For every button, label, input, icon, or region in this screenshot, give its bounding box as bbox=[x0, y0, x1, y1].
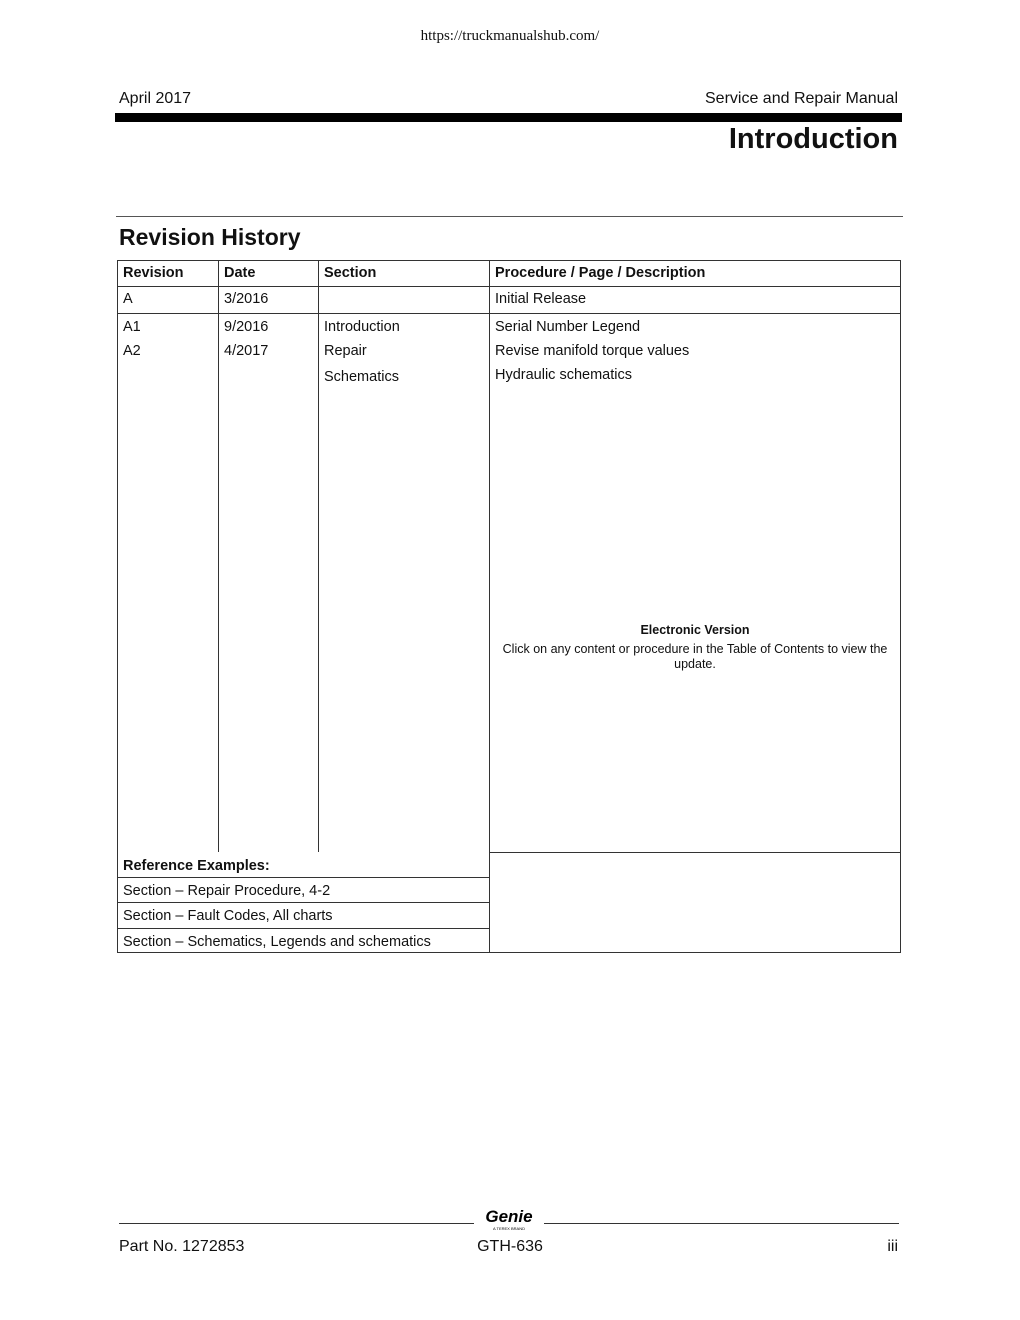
reference-example: Section – Fault Codes, All charts bbox=[123, 908, 333, 924]
footer-part-number: Part No. 1272853 bbox=[119, 1238, 245, 1255]
table-cell-description: Serial Number Legend bbox=[495, 319, 641, 335]
reference-heading: Reference Examples: bbox=[123, 858, 270, 874]
table-cell-date: 3/2016 bbox=[224, 291, 269, 307]
genie-logo bbox=[474, 1206, 544, 1232]
column-header-date: Date bbox=[224, 265, 256, 281]
column-header-description: Procedure / Page / Description bbox=[495, 265, 706, 281]
table-cell-description: Hydraulic schematics bbox=[495, 367, 632, 383]
section-rule bbox=[116, 216, 903, 217]
table-cell-revision: A bbox=[123, 291, 133, 307]
table-cell-date: 9/2016 bbox=[224, 319, 269, 335]
column-header-section: Section bbox=[324, 265, 377, 281]
reference-example: Section – Schematics, Legends and schematics bbox=[123, 934, 431, 950]
footer-rule-right bbox=[544, 1223, 899, 1224]
table-rule bbox=[118, 286, 900, 287]
svg-text:A TEREX BRAND: A TEREX BRAND bbox=[493, 1226, 525, 1231]
footer-rule-left bbox=[119, 1223, 474, 1224]
page-title: Introduction bbox=[728, 123, 898, 155]
table-rule bbox=[489, 852, 900, 853]
table-cell-date: 4/2017 bbox=[224, 343, 269, 359]
table-rule bbox=[318, 261, 319, 852]
table-cell-description: Revise manifold torque values bbox=[495, 343, 690, 359]
svg-text:Genie: Genie bbox=[485, 1207, 533, 1226]
footer-model: GTH-636 bbox=[477, 1238, 543, 1255]
table-rule bbox=[118, 313, 900, 314]
header-date: April 2017 bbox=[119, 90, 192, 107]
revision-history-table bbox=[117, 260, 901, 953]
table-rule bbox=[118, 877, 490, 878]
table-cell-description: Initial Release bbox=[495, 291, 587, 307]
table-rule bbox=[118, 902, 490, 903]
table-rule bbox=[489, 261, 490, 953]
table-rule bbox=[218, 261, 219, 852]
section-title: Revision History bbox=[119, 224, 301, 250]
table-cell-revision: A2 bbox=[123, 343, 141, 359]
table-cell-section: Repair bbox=[324, 343, 367, 359]
column-header-revision: Revision bbox=[123, 265, 184, 281]
table-rule bbox=[118, 928, 490, 929]
table-cell-revision: A1 bbox=[123, 319, 141, 335]
watermark-url: https://truckmanualshub.com/ bbox=[420, 28, 600, 44]
table-cell-section: Introduction bbox=[324, 319, 400, 335]
reference-example: Section – Repair Procedure, 4-2 bbox=[123, 883, 331, 899]
electronic-version-description: Click on any content or procedure in the Table of Contents to view the update. bbox=[502, 642, 888, 671]
table-cell-section: Schematics bbox=[324, 369, 399, 385]
footer-page-number: iii bbox=[887, 1238, 898, 1255]
header-rule bbox=[115, 113, 902, 122]
electronic-version-title: Electronic Version bbox=[640, 623, 750, 637]
header-manual-name: Service and Repair Manual bbox=[705, 90, 898, 107]
